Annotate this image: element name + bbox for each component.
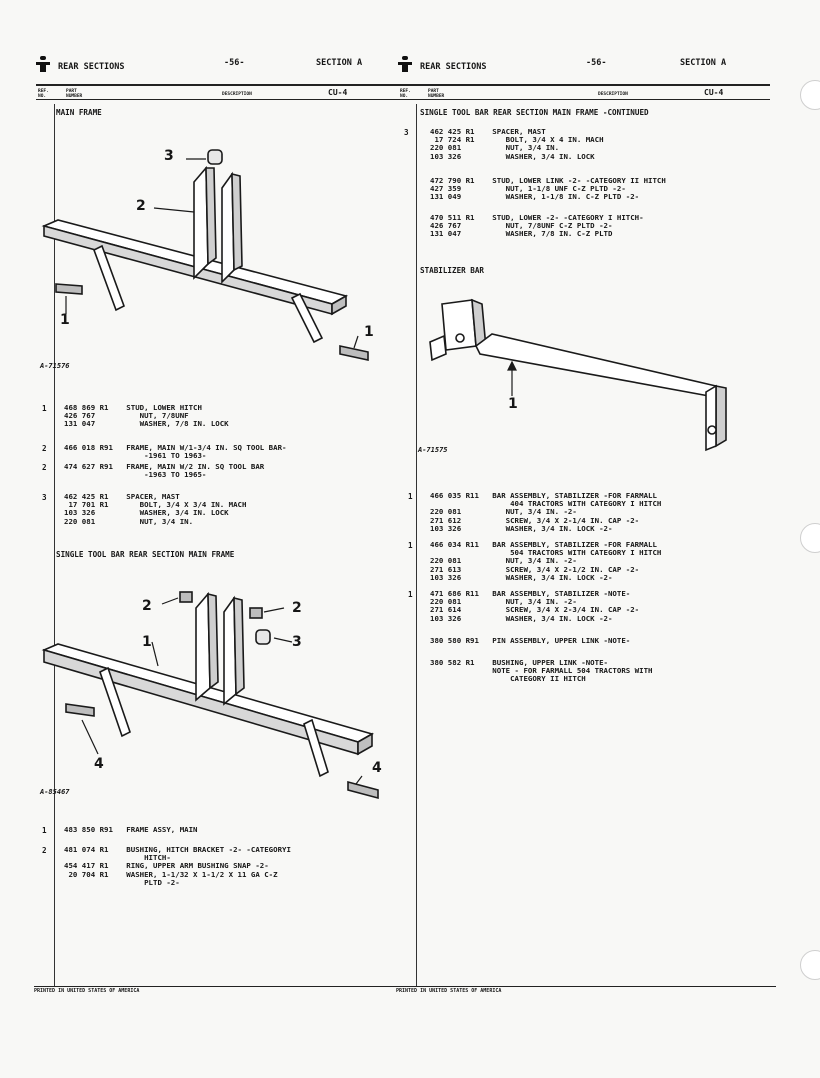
left-g1-r3: 474 627 R91 FRAME, MAIN W/2 IN. SQ TOOL BAR -1963 TO 1965- [64,462,265,480]
ref-no-heading-right: REF. NO. [400,89,411,99]
fig1-callout-2: 2 [136,198,146,214]
single-tool-bar-frame-illustration [36,584,386,804]
right-section-title-stabilizer-bar: STABILIZER BAR [420,266,485,275]
right-g2-r3-ref: 1 [408,590,413,599]
right-g2-r2: 466 034 R11 BAR ASSEMBLY, STABILIZER -FOR FARMALL 504 TRACTORS WITH CATEGORY I HITCH 220 081 NUT, 3/4 IN. -2- 271 613 SCREW, 3/4 X 2-1/2 IN. CAP -2- 103 326 WASHER, 3/4 IN. LOCK -2- [430,540,662,582]
fig2-callout-4-left: 4 [94,756,104,772]
right-section-title-continued: SINGLE TOOL BAR REAR SECTION MAIN FRAME -CONTINUED [420,108,649,117]
left-g2-r2-ref: 2 [42,846,47,855]
left-g1-r1: 468 869 R1 STUD, LOWER HITCH 426 767 NUT, 7/8UNF 131 047 WASHER, 7/8 IN. LOCK [64,403,229,429]
fig2-callout-4-right: 4 [372,760,382,776]
right-header-title: REAR SECTIONS [420,62,487,72]
left-g1-r2: 466 018 R91 FRAME, MAIN W/1-3/4 IN. SQ TOOL BAR- -1961 TO 1963- [64,443,287,461]
description-heading: DESCRIPTION [222,92,252,97]
ih-logo-icon [36,56,50,72]
right-g1-r1-ref: 3 [404,128,409,137]
left-section-title-single-tool-bar: SINGLE TOOL BAR REAR SECTION MAIN FRAME [56,550,235,559]
right-g1-r3: 470 511 R1 STUD, LOWER -2- -CATEGORY I HITCH- 426 767 NUT, 7/8UNF C-Z PLTD -2- 131 047 WASHER, 7/8 IN. C-Z PLTD [430,213,644,239]
left-g1-r4-ref: 3 [42,493,47,502]
stabilizer-bar-illustration [420,290,750,460]
ref-no-heading: REF. NO. [38,89,49,99]
right-header-section: SECTION A [680,58,727,68]
part-number-heading-right: PART NUMBER [428,89,445,99]
left-header-code: CU-4 [328,88,348,97]
left-g1-r3-ref: 2 [42,463,47,472]
description-heading-right: DESCRIPTION [598,92,628,97]
left-section-title-main-frame: MAIN FRAME [56,108,102,117]
right-g2-r1: 466 035 R11 BAR ASSEMBLY, STABILIZER -FOR FARMALL 404 TRACTORS WITH CATEGORY I HITCH 220 081 NUT, 3/4 IN. -2- 271 612 SCREW, 3/4 X 2-1/4 IN. CAP -2- 103 326 WASHER, 3/4 IN. LOCK -2- [430,491,662,533]
fig1-id: A-71576 [40,362,70,370]
fig1-callout-3: 3 [164,148,174,164]
right-g2-r4: 380 580 R91 PIN ASSEMBLY, UPPER LINK -NOTE- [430,636,631,645]
right-column [398,56,770,100]
left-footer: PRINTED IN UNITED STATES OF AMERICA [34,986,410,994]
punch-hole-top [800,80,820,110]
fig2-callout-1: 1 [142,634,152,650]
right-g2-r1-ref: 1 [408,492,413,501]
left-g1-r4: 462 425 R1 SPACER, MAST 17 701 R1 BOLT, 3/4 X 3/4 IN. MACH 103 326 WASHER, 3/4 IN. LOCK 220 081 NUT, 3/4 IN. [64,492,247,526]
left-header-section: SECTION A [316,58,363,68]
left-g2-r2: 481 074 R1 BUSHING, HITCH BRACKET -2- -CATEGORYI HITCH- 454 417 R1 RING, UPPER ARM BUSHING SNAP -2- 20 704 R1 WASHER, 1-1/32 X 1-1/2 X 11 GA C-Z PLTD -2- [64,845,291,887]
right-header-code: CU-4 [704,88,724,97]
left-header-title: REAR SECTIONS [58,62,125,72]
fig2-callout-2-right: 2 [292,600,302,616]
left-column [36,56,408,100]
right-g2-r5: 380 582 R1 BUSHING, UPPER LINK -NOTE- NOTE - FOR FARMALL 504 TRACTORS WITH CATEGORY II HITCH [430,658,653,684]
fig1-callout-1-left: 1 [60,312,70,328]
left-g2-r1-ref: 1 [42,826,47,835]
left-column-headings [36,84,408,100]
right-g1-r1: 462 425 R1 SPACER, MAST 17 724 R1 BOLT, 3/4 X 4 IN. MACH 220 081 NUT, 3/4 IN. 103 326 WASHER, 3/4 IN. LOCK [430,127,604,161]
left-header-page-number: -56- [224,58,245,68]
ih-logo-icon-right [398,56,412,72]
center-divider [416,104,417,986]
fig1-callout-1-right: 1 [364,324,374,340]
right-header-page-number: -56- [586,58,607,68]
fig2-callout-3: 3 [292,634,302,650]
left-g1-r2-ref: 2 [42,444,47,453]
right-g1-r2: 472 790 R1 STUD, LOWER LINK -2- -CATEGORY II HITCH 427 359 NUT, 1-1/8 UNF C-Z PLTD -2- 131 049 WASHER, 1-1/8 IN. C-Z PLTD -2- [430,176,666,202]
part-number-heading: PART NUMBER [66,89,83,99]
left-g2-r1: 483 850 R91 FRAME ASSY, MAIN [64,825,198,834]
right-g2-r3: 471 686 R11 BAR ASSEMBLY, STABILIZER -NOTE- 220 081 NUT, 3/4 IN. -2- 271 614 SCREW, 3/4 X 2-3/4 IN. CAP -2- 103 326 WASHER, 3/4 IN. LOCK -2- [430,589,640,623]
left-g1-r1-ref: 1 [42,404,47,413]
punch-hole-bottom [800,950,820,980]
stabilizer-fig-id: A-71575 [418,446,448,454]
punch-hole-middle [800,523,820,553]
right-footer: PRINTED IN UNITED STATES OF AMERICA [396,986,776,994]
fig2-id: A-85467 [40,788,70,796]
main-frame-illustration [36,138,376,368]
right-column-headings [398,84,770,100]
stabilizer-callout-1: 1 [508,396,518,412]
right-g2-r2-ref: 1 [408,541,413,550]
fig2-callout-2-left: 2 [142,598,152,614]
